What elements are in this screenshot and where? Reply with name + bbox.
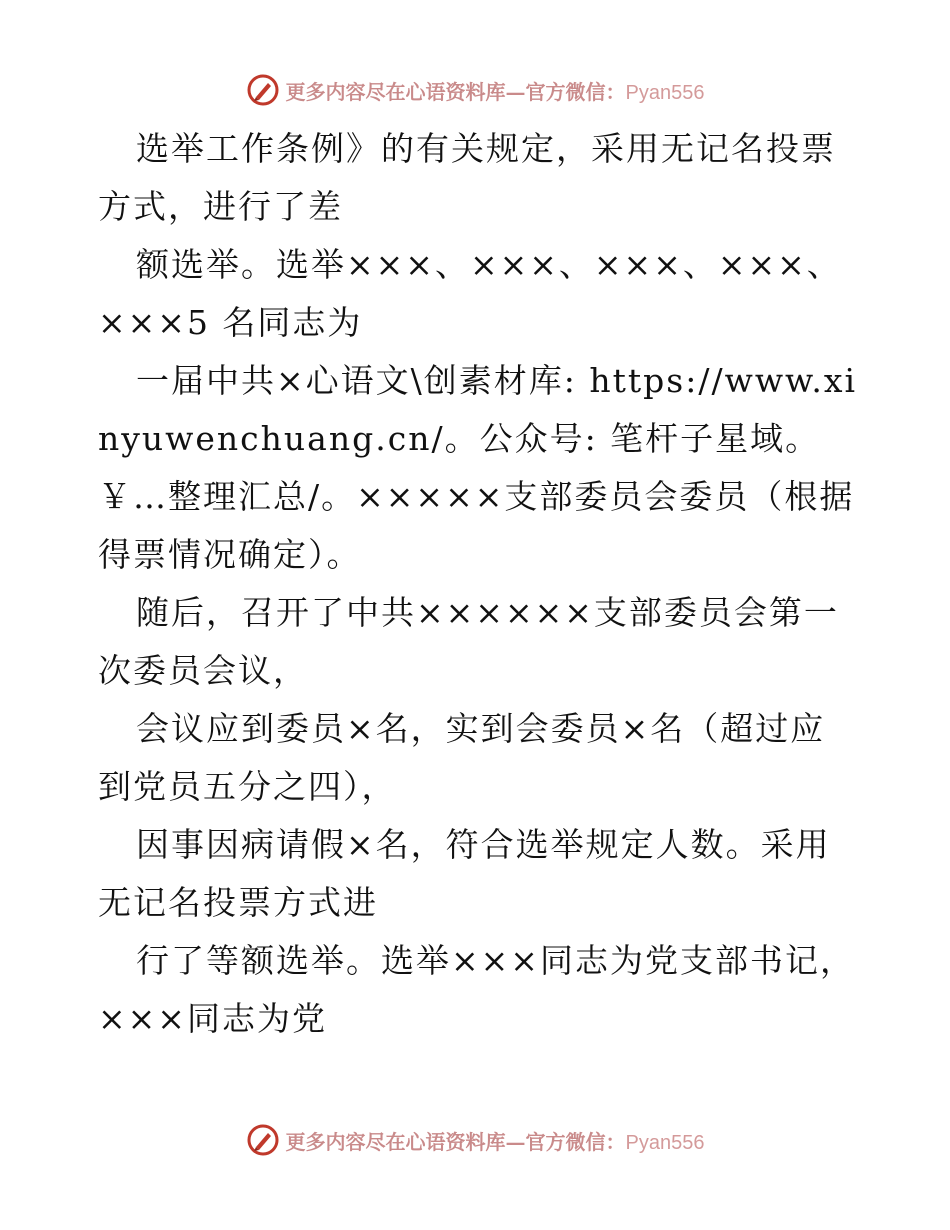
paragraph: 选举工作条例》的有关规定，采用无记名投票方式，进行了差: [98, 129, 836, 226]
watermark-brand: Pyan556: [625, 81, 705, 104]
pen-logo-icon: [246, 1123, 280, 1157]
paragraph: 行了等额选举。选举×××同志为党支部书记，×××同志为党: [98, 941, 855, 1038]
paragraph: 会议应到委员×名，实到会委员×名（超过应到党员五分之四），: [98, 709, 826, 806]
paragraph: 因事因病请假×名，符合选举规定人数。采用无记名投票方式进: [98, 825, 831, 922]
document-body: [98, 120, 858, 1048]
paragraph: 随后，召开了中共××××××支部委员会第一次委员会议，: [98, 593, 839, 690]
watermark-text: [286, 76, 705, 105]
header-watermark: [0, 70, 950, 110]
watermark-slogan: 更多内容尽在心语资料库: [285, 1129, 506, 1154]
watermark-dash: —: [505, 79, 526, 104]
watermark-label: 官方微信：: [525, 1129, 626, 1154]
pen-logo-icon: [246, 73, 280, 107]
watermark-label: 官方微信：: [525, 79, 626, 104]
footer-watermark: [0, 1120, 950, 1160]
watermark-brand: Pyan556: [625, 1131, 705, 1154]
watermark-slogan: 更多内容尽在心语资料库: [285, 79, 506, 104]
watermark-text: [286, 1126, 705, 1155]
paragraph: 一届中共×心语文\创素材库: https://www.xinyuwenchuang.cn/。公众号: 笔杆子星域。￥…整理汇总/。×××××支部委员会委员（根据得票情况确定）。: [98, 361, 858, 574]
watermark-dash: —: [505, 1129, 526, 1154]
paragraph: 额选举。选举×××、×××、×××、×××、×××5 名同志为: [98, 245, 842, 342]
